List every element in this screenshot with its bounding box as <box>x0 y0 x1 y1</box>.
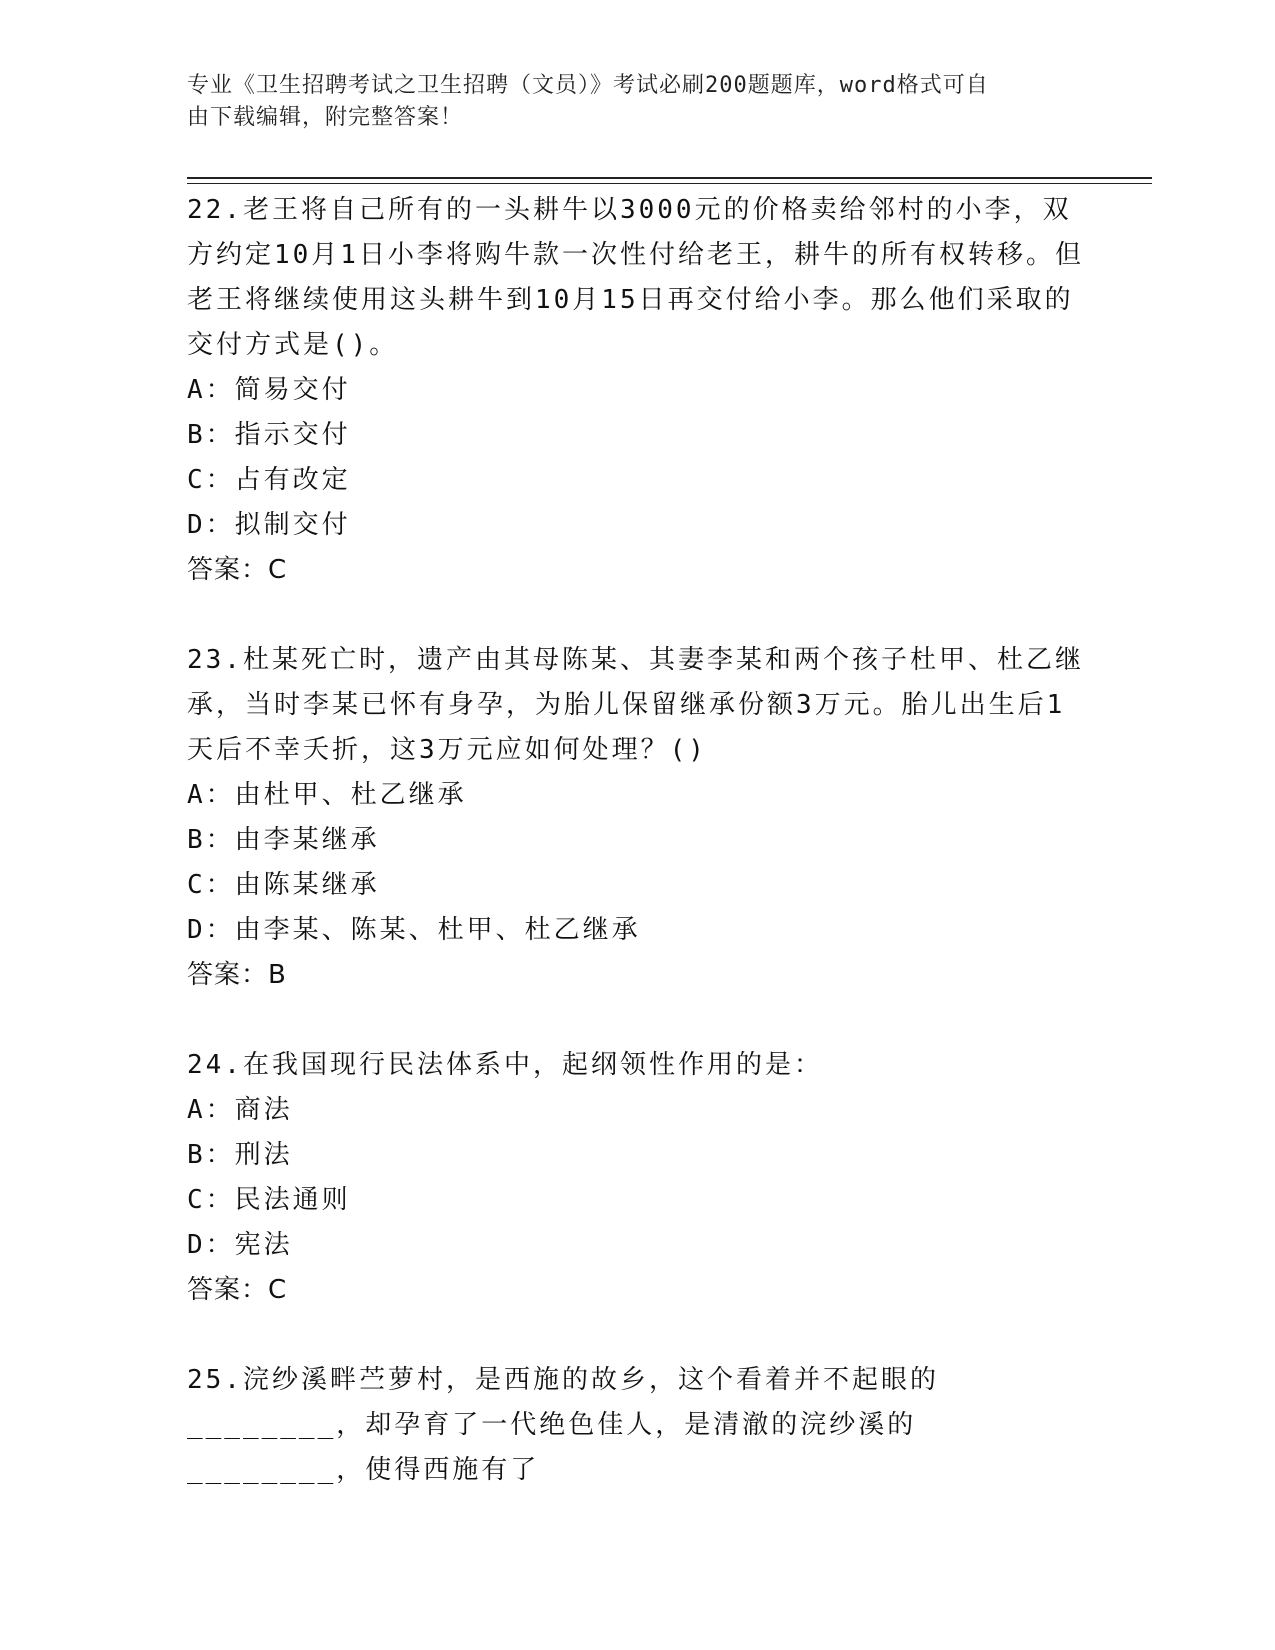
document-header <box>187 70 1067 134</box>
option-b: B：刑法 <box>187 1140 293 1170</box>
question-text: 23.杜某死亡时，遗产由其母陈某、其妻李某和两个孩子杜甲、杜乙继承，当时李某已怀有身孕，为胎儿保留继承份额3万元。胎儿出生后1天后不幸夭折，这3万元应如何处理？() <box>187 645 1084 765</box>
option-a: A：由杜甲、杜乙继承 <box>187 780 467 810</box>
answer-line: 答案：C <box>187 555 288 585</box>
option-a: A：商法 <box>187 1095 293 1125</box>
answer-line: 答案：C <box>187 1275 288 1305</box>
question-24 <box>187 1043 1087 1313</box>
question-text: 24.在我国现行民法体系中，起纲领性作用的是： <box>187 1050 823 1080</box>
question-text: 22.老王将自己所有的一头耕牛以3000元的价格卖给邻村的小李，双方约定10月1日小李将购牛款一次性付给老王，耕牛的所有权转移。但老王将继续使用这头耕牛到10月15日再交付给小李。那么他们采取的交付方式是()。 <box>187 195 1084 360</box>
option-a: A：简易交付 <box>187 375 351 405</box>
question-25 <box>187 1358 1087 1493</box>
header-line-1: 专业《卫生招聘考试之卫生招聘（文员）》考试必刷200题题库，word格式可自 <box>187 73 989 98</box>
question-list <box>187 188 1087 1493</box>
question-text: 25.浣纱溪畔苎萝村，是西施的故乡，这个看着并不起眼的________，却孕育了一代绝色佳人，是清澈的浣纱溪的________，使得西施有了 <box>187 1365 939 1485</box>
question-22 <box>187 188 1087 593</box>
header-divider-thick <box>187 177 1152 179</box>
option-b: B：指示交付 <box>187 420 351 450</box>
option-c: C：占有改定 <box>187 465 351 495</box>
option-d: D：拟制交付 <box>187 510 351 540</box>
header-divider-thin <box>187 183 1152 184</box>
option-c: C：由陈某继承 <box>187 870 380 900</box>
answer-line: 答案：B <box>187 960 287 990</box>
option-b: B：由李某继承 <box>187 825 380 855</box>
option-d: D：由李某、陈某、杜甲、杜乙继承 <box>187 915 641 945</box>
header-line-2: 由下载编辑，附完整答案！ <box>187 105 464 130</box>
option-d: D：宪法 <box>187 1230 293 1260</box>
question-23 <box>187 638 1087 998</box>
option-c: C：民法通则 <box>187 1185 351 1215</box>
